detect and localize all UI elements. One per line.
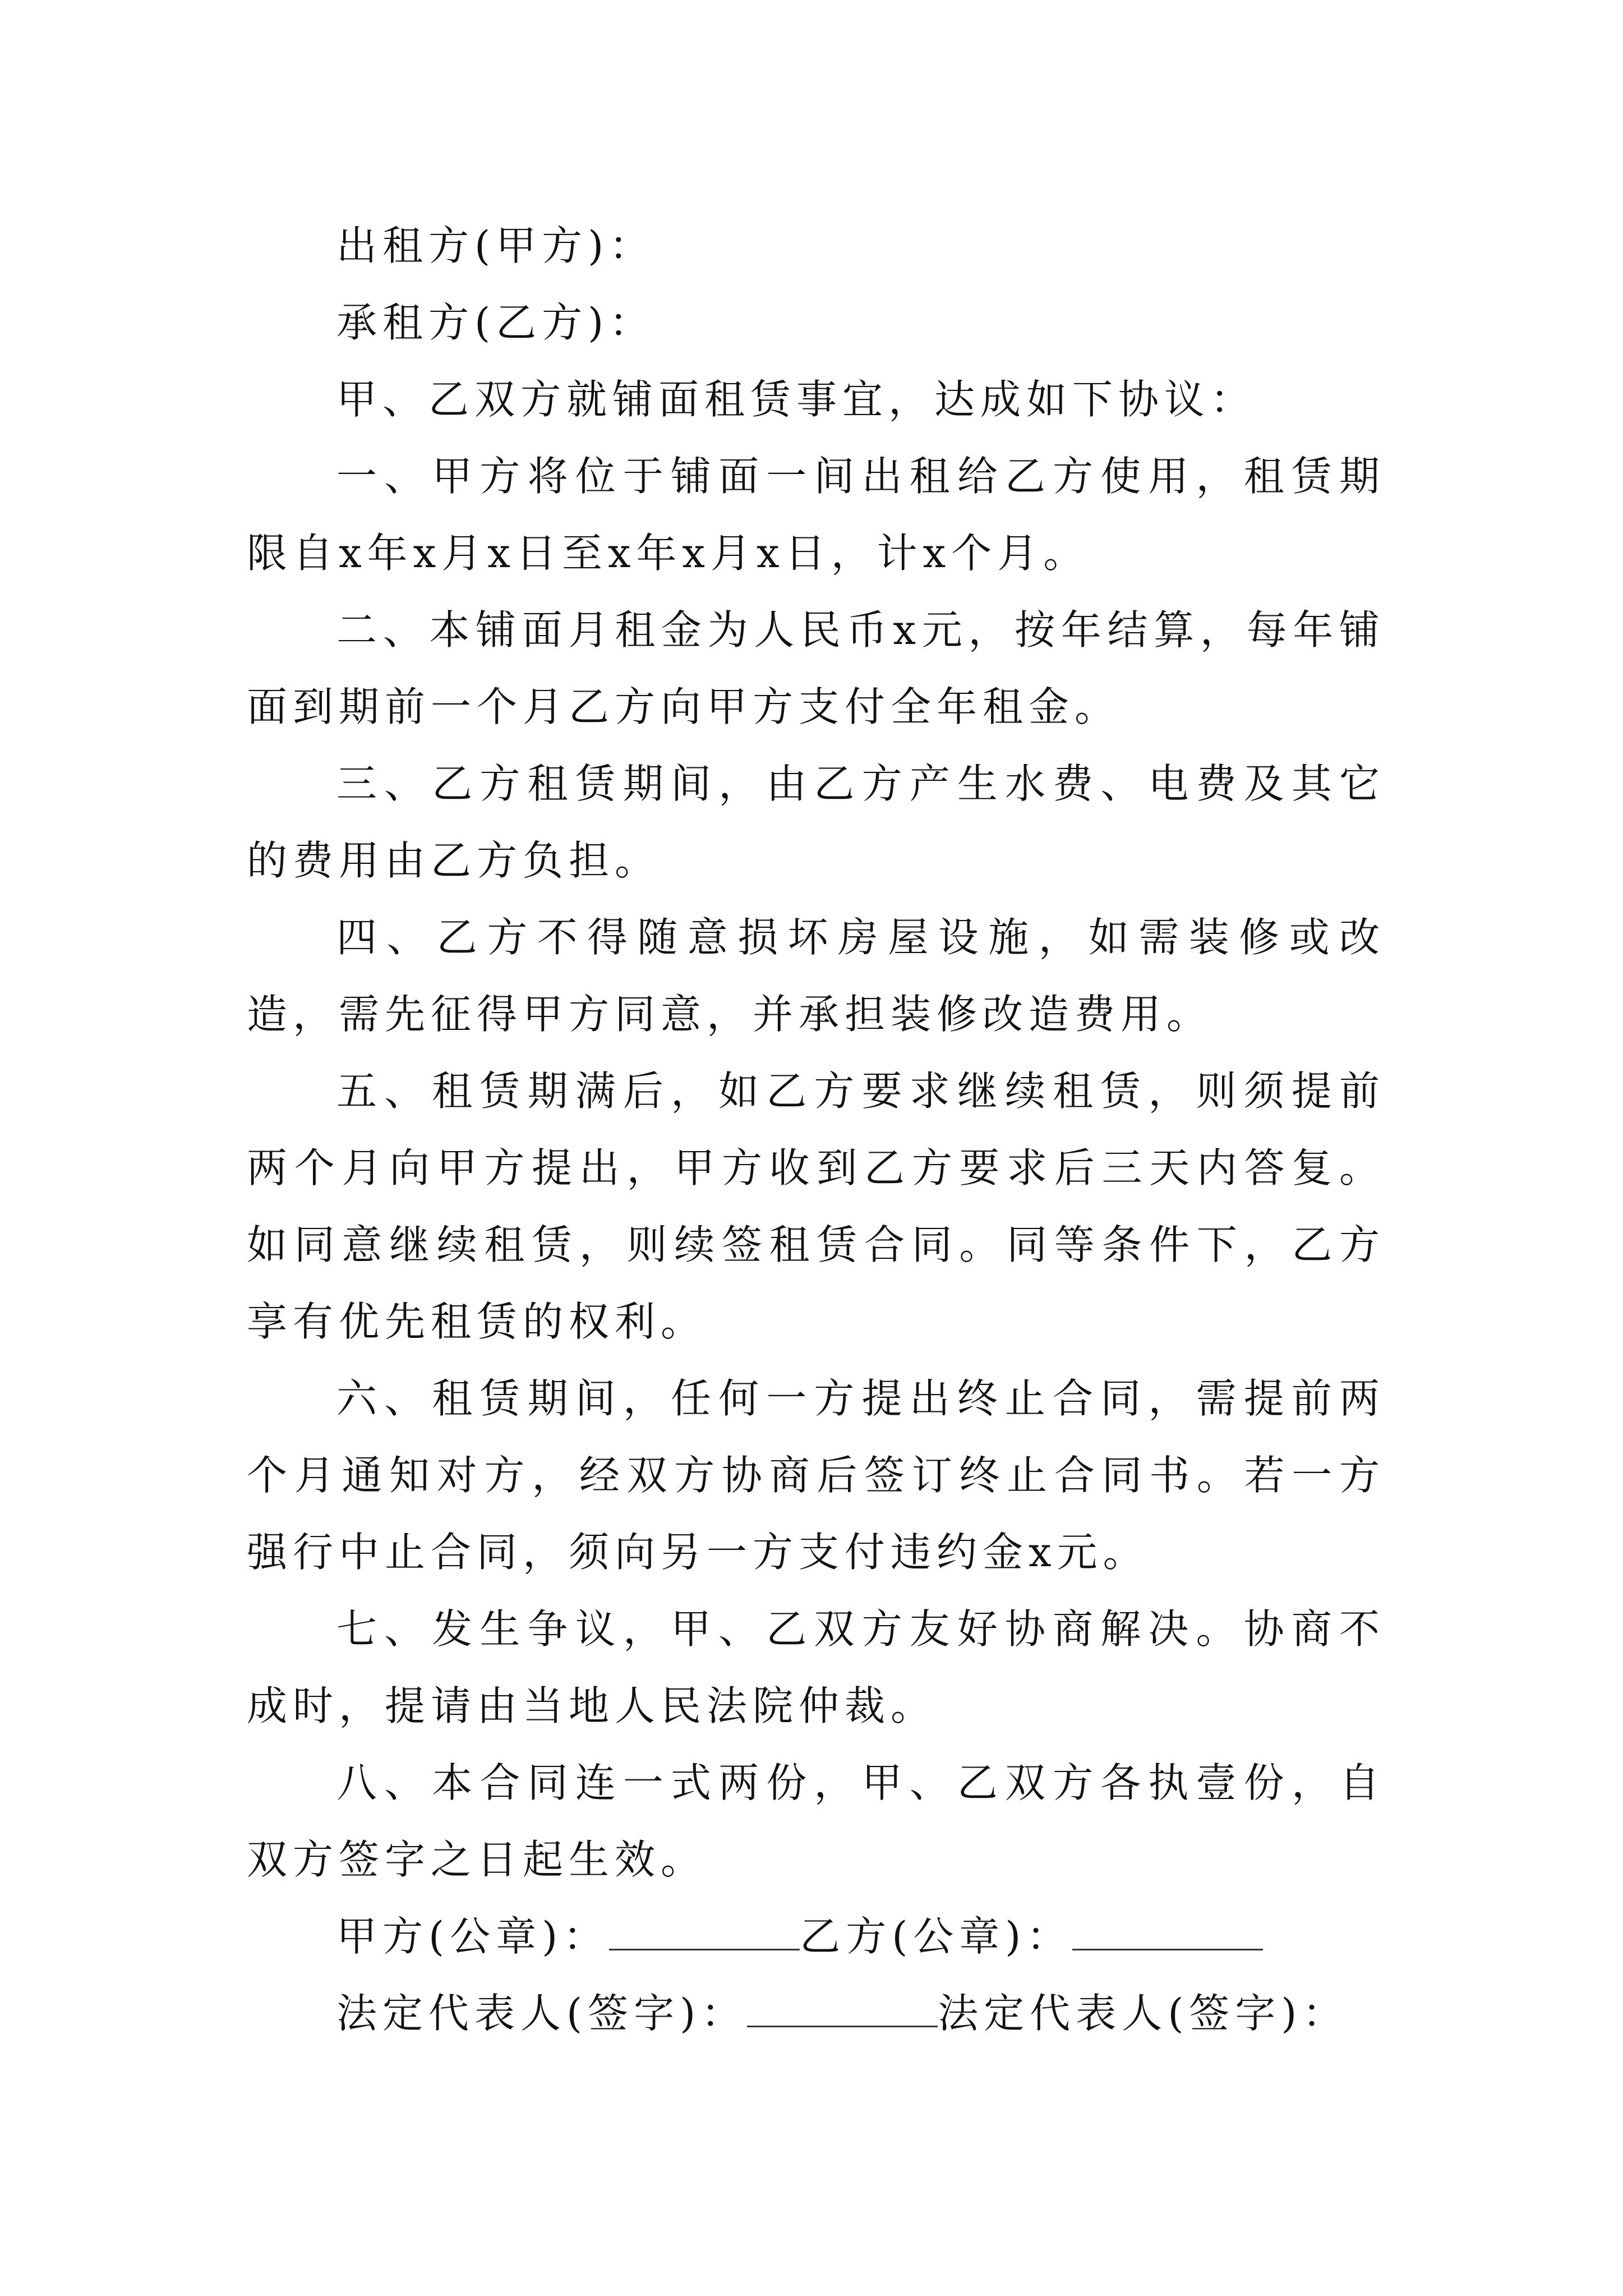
clause-5: 五、租赁期满后，如乙方要求继续租赁，则须提前两个月向甲方提出，甲方收到乙方要求后三天内答复。如同意继续租赁，则续签租赁合同。同等条件下，乙方享有优先租赁的权利。	[247, 1068, 1385, 1345]
party-b-seal-blank[interactable]	[1072, 1915, 1263, 1950]
clauses	[247, 438, 1385, 1898]
party-b-rep-label: 法定代表人(签字)：	[938, 1990, 1349, 2037]
clause-6: 六、租赁期间，任何一方提出终止合同，需提前两个月通知对方，经双方协商后签订终止合同书。若一方强行中止合同，须向另一方支付违约金x元。	[247, 1375, 1385, 1576]
clause-2: 二、本铺面月租金为人民币x元，按年结算，每年铺面到期前一个月乙方向甲方支付全年租金。	[247, 606, 1385, 730]
party-a-seal-label: 甲方(公章)：	[336, 1913, 610, 1960]
clause-8: 八、本合同连一式两份，甲、乙双方各执壹份，自双方签字之日起生效。	[247, 1759, 1385, 1883]
clause-3: 三、乙方租赁期间，由乙方产生水费、电费及其它的费用由乙方负担。	[247, 760, 1385, 884]
party-a-rep-blank[interactable]	[747, 1992, 938, 2027]
clause-7: 七、发生争议，甲、乙双方友好协商解决。协商不成时，提请由当地人民法院仲裁。	[247, 1605, 1385, 1729]
representative-line	[247, 1975, 1385, 2052]
lessee-line: 承租方(乙方)：	[336, 299, 656, 346]
party-b-seal-label: 乙方(公章)：	[800, 1913, 1073, 1960]
party-a-rep-label: 法定代表人(签字)：	[336, 1990, 748, 2037]
seal-line	[247, 1898, 1385, 1975]
contract-page	[247, 208, 1385, 2052]
lessor-line: 出租方(甲方)：	[336, 222, 656, 269]
clause-4: 四、乙方不得随意损坏房屋设施，如需装修或改造，需先征得甲方同意，并承担装修改造费用。	[247, 914, 1385, 1038]
party-a-seal-blank[interactable]	[609, 1915, 800, 1950]
clause-1: 一、甲方将位于铺面一间出租给乙方使用，租赁期限自x年x月x日至x年x月x日，计x个月。	[247, 453, 1385, 577]
intro-line: 甲、乙双方就铺面租赁事宜，达成如下协议：	[336, 376, 1257, 423]
